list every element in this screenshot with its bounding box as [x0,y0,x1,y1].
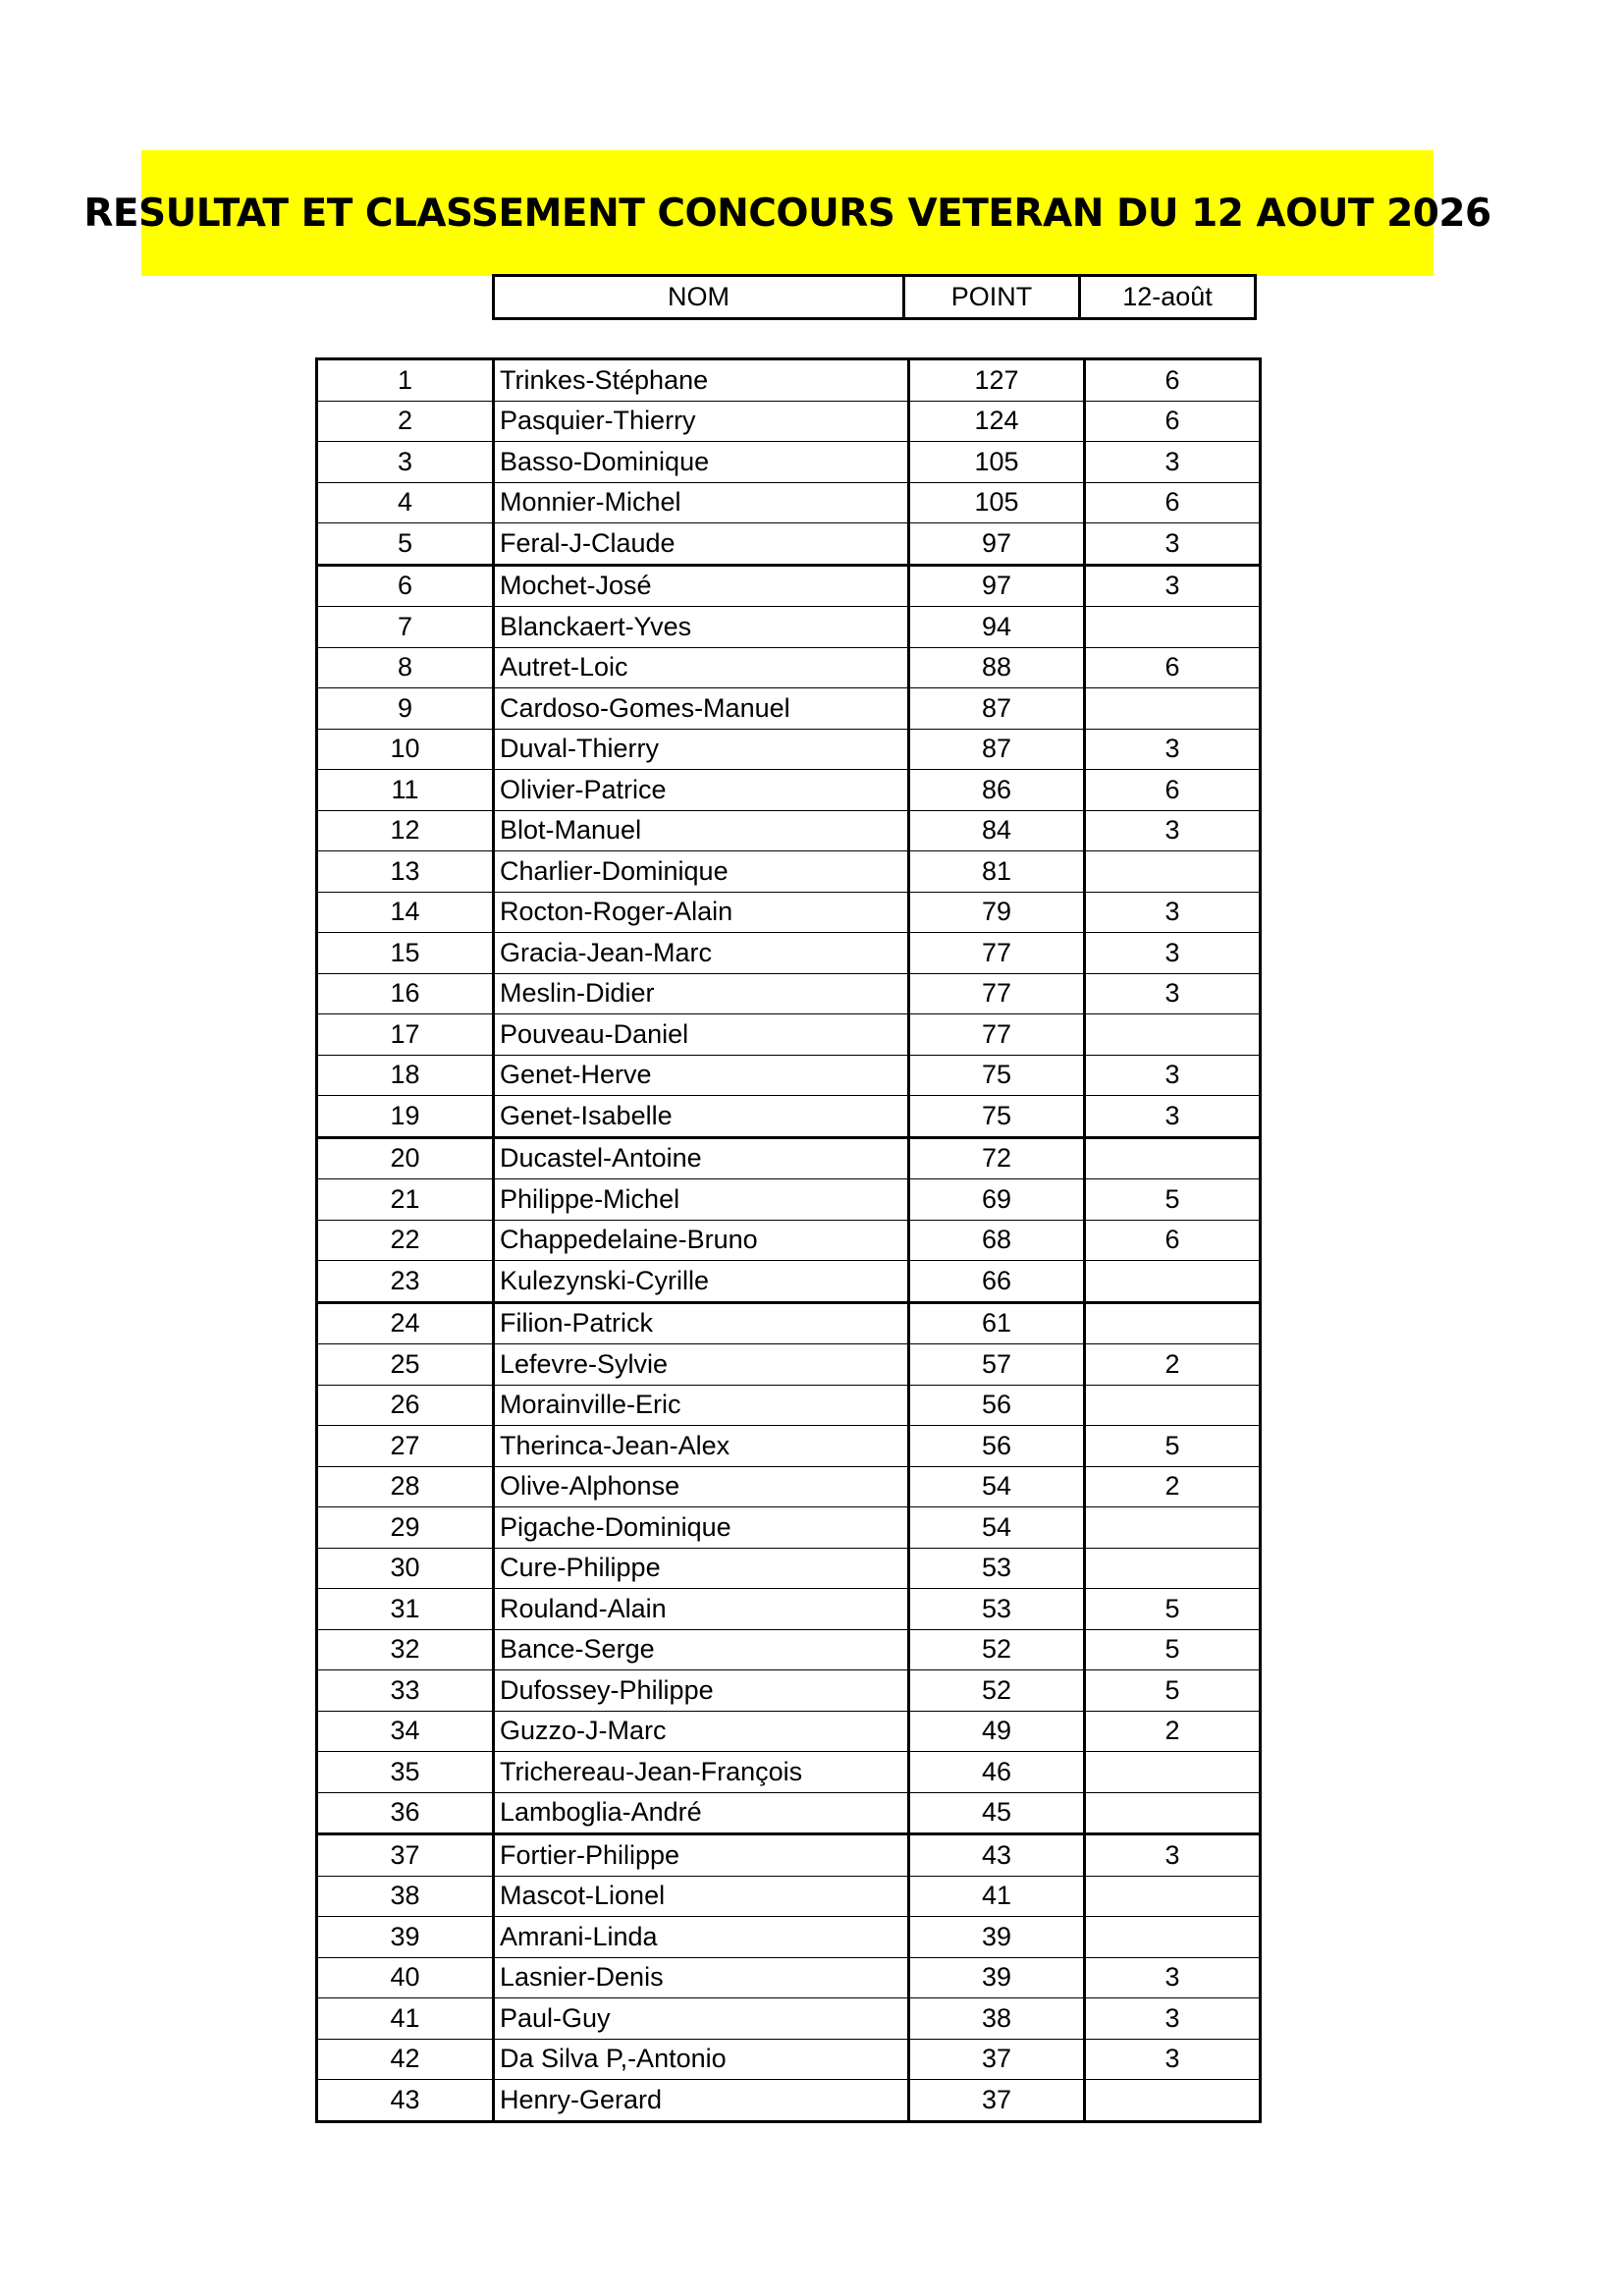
table-row [317,359,1261,402]
point-cell: 52 [909,1629,1085,1670]
date-cell: 6 [1085,359,1261,402]
date-cell [1085,1876,1261,1917]
point-cell: 87 [909,688,1085,730]
rank-cell: 26 [317,1385,494,1426]
rank-cell: 16 [317,973,494,1014]
name-cell: Lasnier-Denis [494,1957,909,1998]
table-row [317,1261,1261,1303]
rank-cell: 14 [317,892,494,933]
date-cell [1085,1792,1261,1834]
point-cell: 75 [909,1055,1085,1096]
name-cell: Genet-Isabelle [494,1096,909,1138]
rank-cell: 30 [317,1548,494,1589]
date-cell [1085,851,1261,893]
name-cell: Fortier-Philippe [494,1834,909,1877]
table-row [317,851,1261,893]
rank-cell: 34 [317,1711,494,1752]
table-row [317,810,1261,851]
table-row [317,1917,1261,1958]
point-cell: 53 [909,1548,1085,1589]
table-row [317,1629,1261,1670]
date-cell: 2 [1085,1711,1261,1752]
name-cell: Duval-Thierry [494,729,909,770]
point-cell: 39 [909,1917,1085,1958]
date-cell: 3 [1085,933,1261,974]
table-row [317,1179,1261,1221]
point-cell: 77 [909,933,1085,974]
point-cell: 66 [909,1261,1085,1303]
point-cell: 45 [909,1792,1085,1834]
point-cell: 94 [909,607,1085,648]
table-row [317,1792,1261,1834]
date-cell: 6 [1085,401,1261,442]
name-cell: Rouland-Alain [494,1589,909,1630]
table-row [317,523,1261,566]
rank-cell: 13 [317,851,494,893]
table-row [317,482,1261,523]
rank-cell: 22 [317,1220,494,1261]
name-cell: Philippe-Michel [494,1179,909,1221]
date-cell: 3 [1085,729,1261,770]
date-cell [1085,1385,1261,1426]
name-cell: Mascot-Lionel [494,1876,909,1917]
date-cell: 3 [1085,1055,1261,1096]
rank-cell: 29 [317,1507,494,1549]
date-cell: 3 [1085,1096,1261,1138]
date-cell: 3 [1085,2039,1261,2080]
table-row [317,2080,1261,2122]
rank-cell: 6 [317,565,494,607]
point-cell: 105 [909,482,1085,523]
name-cell: Kulezynski-Cyrille [494,1261,909,1303]
point-cell: 68 [909,1220,1085,1261]
point-cell: 97 [909,523,1085,566]
rank-cell: 11 [317,770,494,811]
rank-cell: 2 [317,401,494,442]
name-cell: Guzzo-J-Marc [494,1711,909,1752]
name-cell: Trinkes-Stéphane [494,359,909,402]
point-cell: 49 [909,1711,1085,1752]
rank-cell: 42 [317,2039,494,2080]
header-nom: NOM [494,276,904,319]
name-cell: Cure-Philippe [494,1548,909,1589]
rank-cell: 21 [317,1179,494,1221]
name-cell: Trichereau-Jean-François [494,1752,909,1793]
point-cell: 37 [909,2039,1085,2080]
results-table [315,357,1262,2123]
point-cell: 124 [909,401,1085,442]
name-cell: Chappedelaine-Bruno [494,1220,909,1261]
point-cell: 97 [909,565,1085,607]
table-row [317,1876,1261,1917]
name-cell: Lefevre-Sylvie [494,1344,909,1386]
table-row [317,1344,1261,1386]
date-cell [1085,2080,1261,2122]
date-cell: 2 [1085,1344,1261,1386]
point-cell: 39 [909,1957,1085,1998]
name-cell: Dufossey-Philippe [494,1670,909,1712]
header-date: 12-août [1080,276,1256,319]
header-point: POINT [904,276,1080,319]
name-cell: Blot-Manuel [494,810,909,851]
name-cell: Henry-Gerard [494,2080,909,2122]
table-row [317,729,1261,770]
name-cell: Mochet-José [494,565,909,607]
date-cell: 5 [1085,1589,1261,1630]
name-cell: Basso-Dominique [494,442,909,483]
point-cell: 43 [909,1834,1085,1877]
rank-cell: 23 [317,1261,494,1303]
point-cell: 54 [909,1507,1085,1549]
date-cell: 3 [1085,810,1261,851]
name-cell: Meslin-Didier [494,973,909,1014]
rank-cell: 25 [317,1344,494,1386]
point-cell: 77 [909,1014,1085,1056]
date-cell [1085,688,1261,730]
rank-cell: 5 [317,523,494,566]
page-title: RESULTAT ET CLASSEMENT CONCOURS VETERAN DU 12 AOUT 2026 [83,191,1491,236]
name-cell: Da Silva P,-Antonio [494,2039,909,2080]
date-cell: 5 [1085,1670,1261,1712]
rank-cell: 17 [317,1014,494,1056]
point-cell: 105 [909,442,1085,483]
rank-cell: 28 [317,1466,494,1507]
rank-cell: 7 [317,607,494,648]
name-cell: Olivier-Patrice [494,770,909,811]
rank-cell: 41 [317,1998,494,2040]
point-cell: 72 [909,1137,1085,1179]
point-cell: 84 [909,810,1085,851]
name-cell: Pigache-Dominique [494,1507,909,1549]
title-banner [83,150,1491,276]
name-cell: Autret-Loic [494,647,909,688]
table-row [317,1589,1261,1630]
rank-cell: 12 [317,810,494,851]
table-row [317,688,1261,730]
date-cell [1085,607,1261,648]
table-row [317,1834,1261,1877]
name-cell: Genet-Herve [494,1055,909,1096]
table-row [317,1670,1261,1712]
rank-cell: 32 [317,1629,494,1670]
name-cell: Blanckaert-Yves [494,607,909,648]
table-row [317,2039,1261,2080]
rank-cell: 19 [317,1096,494,1138]
rank-cell: 38 [317,1876,494,1917]
rank-cell: 33 [317,1670,494,1712]
date-cell: 3 [1085,442,1261,483]
name-cell: Feral-J-Claude [494,523,909,566]
point-cell: 41 [909,1876,1085,1917]
name-cell: Pasquier-Thierry [494,401,909,442]
date-cell: 2 [1085,1466,1261,1507]
name-cell: Therinca-Jean-Alex [494,1426,909,1467]
table-row [317,1385,1261,1426]
rank-cell: 15 [317,933,494,974]
rank-cell: 3 [317,442,494,483]
table-row [317,933,1261,974]
point-cell: 46 [909,1752,1085,1793]
table-row [317,607,1261,648]
point-cell: 77 [909,973,1085,1014]
table-row [317,1998,1261,2040]
point-cell: 61 [909,1302,1085,1344]
table-row [317,1302,1261,1344]
rank-cell: 4 [317,482,494,523]
name-cell: Ducastel-Antoine [494,1137,909,1179]
date-cell [1085,1261,1261,1303]
rank-cell: 36 [317,1792,494,1834]
date-cell: 3 [1085,1957,1261,1998]
point-cell: 53 [909,1589,1085,1630]
table-row [317,1426,1261,1467]
point-cell: 38 [909,1998,1085,2040]
date-cell: 6 [1085,770,1261,811]
name-cell: Gracia-Jean-Marc [494,933,909,974]
date-cell: 3 [1085,565,1261,607]
date-cell: 3 [1085,1834,1261,1877]
name-cell: Lamboglia-André [494,1792,909,1834]
rank-cell: 43 [317,2080,494,2122]
rank-cell: 10 [317,729,494,770]
date-cell [1085,1137,1261,1179]
name-cell: Paul-Guy [494,1998,909,2040]
table-row [317,892,1261,933]
name-cell: Cardoso-Gomes-Manuel [494,688,909,730]
point-cell: 54 [909,1466,1085,1507]
name-cell: Amrani-Linda [494,1917,909,1958]
rank-cell: 40 [317,1957,494,1998]
date-cell: 3 [1085,1998,1261,2040]
table-row [317,442,1261,483]
date-cell: 6 [1085,1220,1261,1261]
date-cell: 6 [1085,482,1261,523]
date-cell: 5 [1085,1426,1261,1467]
name-cell: Rocton-Roger-Alain [494,892,909,933]
date-cell: 3 [1085,973,1261,1014]
date-cell: 5 [1085,1629,1261,1670]
rank-cell: 27 [317,1426,494,1467]
rank-cell: 18 [317,1055,494,1096]
table-row [317,1507,1261,1549]
point-cell: 56 [909,1385,1085,1426]
name-cell: Pouveau-Daniel [494,1014,909,1056]
rank-cell: 1 [317,359,494,402]
point-cell: 37 [909,2080,1085,2122]
point-cell: 69 [909,1179,1085,1221]
point-cell: 88 [909,647,1085,688]
rank-cell: 24 [317,1302,494,1344]
date-cell: 6 [1085,647,1261,688]
date-cell: 3 [1085,523,1261,566]
point-cell: 87 [909,729,1085,770]
name-cell: Olive-Alphonse [494,1466,909,1507]
table-row [317,770,1261,811]
point-cell: 52 [909,1670,1085,1712]
table-row [317,1711,1261,1752]
table-row [317,1137,1261,1179]
column-header-table [492,274,1257,320]
date-cell: 3 [1085,892,1261,933]
table-row [317,1548,1261,1589]
date-cell [1085,1302,1261,1344]
name-cell: Morainville-Eric [494,1385,909,1426]
point-cell: 127 [909,359,1085,402]
date-cell [1085,1917,1261,1958]
name-cell: Charlier-Dominique [494,851,909,893]
table-row [317,1466,1261,1507]
table-row [317,1752,1261,1793]
date-cell: 5 [1085,1179,1261,1221]
table-row [317,401,1261,442]
rank-cell: 8 [317,647,494,688]
table-row [317,565,1261,607]
table-row [317,647,1261,688]
table-row [317,1014,1261,1056]
point-cell: 57 [909,1344,1085,1386]
table-row [317,973,1261,1014]
rank-cell: 35 [317,1752,494,1793]
name-cell: Filion-Patrick [494,1302,909,1344]
date-cell [1085,1014,1261,1056]
point-cell: 56 [909,1426,1085,1467]
rank-cell: 39 [317,1917,494,1958]
header-row [494,276,1256,319]
rank-cell: 9 [317,688,494,730]
date-cell [1085,1507,1261,1549]
name-cell: Monnier-Michel [494,482,909,523]
point-cell: 81 [909,851,1085,893]
rank-cell: 31 [317,1589,494,1630]
table-row [317,1957,1261,1998]
point-cell: 79 [909,892,1085,933]
results-body [317,359,1261,2122]
date-cell [1085,1548,1261,1589]
point-cell: 86 [909,770,1085,811]
table-row [317,1220,1261,1261]
rank-cell: 20 [317,1137,494,1179]
point-cell: 75 [909,1096,1085,1138]
date-cell [1085,1752,1261,1793]
table-row [317,1096,1261,1138]
table-row [317,1055,1261,1096]
name-cell: Bance-Serge [494,1629,909,1670]
rank-cell: 37 [317,1834,494,1877]
